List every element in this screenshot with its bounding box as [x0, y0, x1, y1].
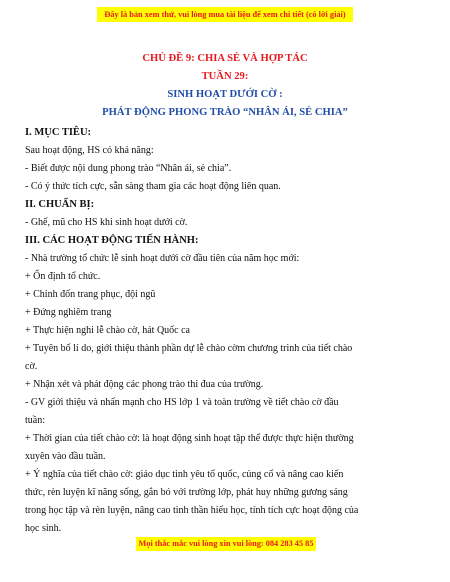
body-line: - GV giới thiệu và nhấn mạnh cho HS lớp 1 và toàn trường về tiết chào cờ đầu	[25, 397, 339, 408]
body-line: + Tuyên bố lí do, giới thiệu thành phần dự lễ chào cờm chương trình của tiết chào	[25, 343, 353, 354]
contact-footer-banner: Mọi thắc mắc vui lòng xin vui lòng: 084 283 45 85	[136, 537, 316, 551]
body-line: + Thực hiện nghi lễ chào cờ, hát Quốc ca	[25, 325, 190, 336]
section-heading-activities: III. CÁC HOẠT ĐỘNG TIẾN HÀNH:	[25, 235, 199, 246]
body-line: - Biết được nội dung phong trào “Nhân ái, sẻ chia”.	[25, 163, 232, 174]
body-line: xuyên vào đầu tuần.	[25, 451, 106, 462]
body-line: học sinh.	[25, 523, 62, 534]
body-line: + Đứng nghiêm trang	[25, 307, 112, 318]
body-line: + Ý nghĩa của tiết chào cờ: giáo dục tinh yêu tổ quốc, củng cố và nâng cao kiến	[25, 469, 344, 480]
activity-title: SINH HOẠT DƯỚI CỜ :	[167, 89, 283, 100]
body-line: tuần:	[25, 415, 45, 426]
body-line: cờ.	[25, 361, 38, 372]
preview-notice-banner: Đây là bản xem thử, vui lòng mua tài liệu để xem chi tiết (có lời giải)	[97, 7, 353, 22]
body-line: - Ghế, mũ cho HS khi sinh hoạt dưới cờ.	[25, 217, 188, 228]
body-line: thức, rèn luyện kĩ năng sống, gắn bó với trường lớp, phát huy những gương sáng	[25, 487, 348, 498]
body-line: + Thời gian của tiết chào cờ: là hoạt động sinh hoạt tập thể được thực hiện thường	[25, 433, 354, 444]
body-line: trong học tập và rèn luyện, nâng cao tinh thần hiếu học, tính tích cực hoạt động của	[25, 505, 359, 516]
body-line: + Chỉnh đốn trang phục, đội ngũ	[25, 289, 156, 300]
body-line: + Nhận xét và phát động các phong trào thi đua của trường.	[25, 379, 264, 390]
campaign-title: PHÁT ĐỘNG PHONG TRÀO “NHÂN ÁI, SẺ CHIA”	[102, 107, 348, 118]
body-line: Sau hoạt động, HS có khả năng:	[25, 145, 154, 156]
section-heading-preparation: II. CHUẨN BỊ:	[25, 199, 95, 210]
body-line: - Có ý thức tích cực, sẵn sàng tham gia các hoạt động liên quan.	[25, 181, 281, 192]
section-heading-objectives: I. MỤC TIÊU:	[25, 127, 92, 138]
body-line: - Nhà trường tổ chức lễ sinh hoạt dưới cờ đầu tiên của năm học mới:	[25, 253, 300, 264]
body-line: + Ổn định tổ chức.	[25, 271, 101, 282]
week-title: TUẦN 29:	[201, 71, 249, 82]
topic-title: CHỦ ĐỀ 9: CHIA SẺ VÀ HỢP TÁC	[142, 53, 308, 64]
